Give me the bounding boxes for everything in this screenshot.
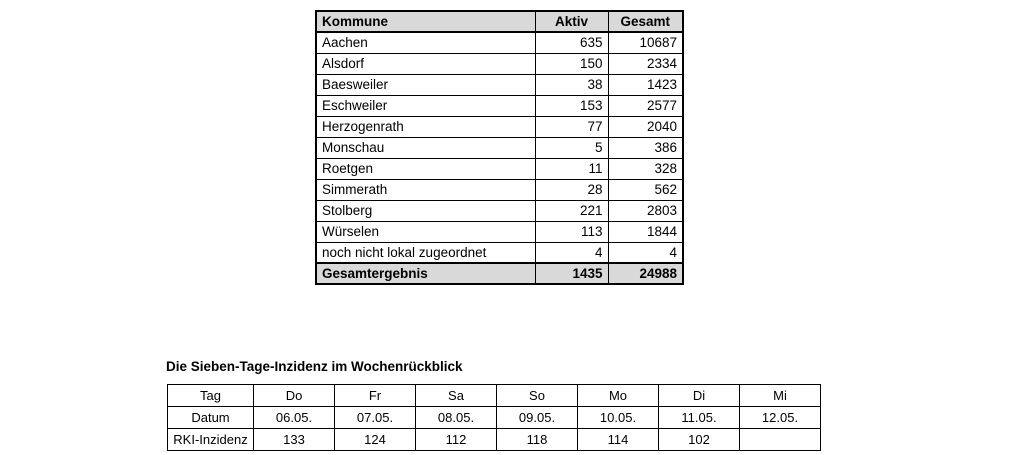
table-row bbox=[316, 158, 683, 179]
row-label-datum: Datum bbox=[168, 407, 254, 429]
cell-tag: Sa bbox=[416, 385, 497, 407]
inzidenz-section-heading: Die Sieben-Tage-Inzidenz im Wochenrückblick bbox=[166, 359, 463, 374]
table-row bbox=[316, 200, 683, 221]
inzidenz-row-datum bbox=[168, 407, 821, 429]
column-header-gesamt: Gesamt bbox=[608, 11, 683, 32]
total-gesamt: 24988 bbox=[608, 263, 683, 284]
table-row bbox=[316, 179, 683, 200]
cell-datum: 09.05. bbox=[497, 407, 578, 429]
cell-aktiv: 5 bbox=[535, 137, 608, 158]
cell-tag: Mo bbox=[578, 385, 659, 407]
cell-aktiv: 28 bbox=[535, 179, 608, 200]
cell-gesamt: 2803 bbox=[608, 200, 683, 221]
cell-tag: Fr bbox=[335, 385, 416, 407]
table-row bbox=[316, 116, 683, 137]
cell-kommune: Herzogenrath bbox=[316, 116, 535, 137]
table-total-row bbox=[316, 263, 683, 284]
cell-aktiv: 4 bbox=[535, 242, 608, 263]
inzidenz-table bbox=[167, 384, 821, 451]
cell-datum: 10.05. bbox=[578, 407, 659, 429]
cell-aktiv: 113 bbox=[535, 221, 608, 242]
cell-tag: Do bbox=[254, 385, 335, 407]
cell-tag: Mi bbox=[740, 385, 821, 407]
cell-datum: 06.05. bbox=[254, 407, 335, 429]
cell-tag: So bbox=[497, 385, 578, 407]
cell-inzidenz bbox=[740, 429, 821, 451]
cell-gesamt: 562 bbox=[608, 179, 683, 200]
kommunen-table-body bbox=[316, 32, 683, 263]
cell-gesamt: 328 bbox=[608, 158, 683, 179]
cell-gesamt: 4 bbox=[608, 242, 683, 263]
cell-inzidenz: 133 bbox=[254, 429, 335, 451]
cell-kommune: Baesweiler bbox=[316, 74, 535, 95]
cell-kommune: Aachen bbox=[316, 32, 535, 53]
inzidenz-table-container bbox=[167, 384, 820, 451]
cell-kommune: Monschau bbox=[316, 137, 535, 158]
table-row bbox=[316, 137, 683, 158]
table-row bbox=[316, 32, 683, 53]
cell-aktiv: 11 bbox=[535, 158, 608, 179]
cell-kommune: Stolberg bbox=[316, 200, 535, 221]
total-label: Gesamtergebnis bbox=[316, 263, 535, 284]
cell-aktiv: 153 bbox=[535, 95, 608, 116]
cell-kommune: noch nicht lokal zugeordnet bbox=[316, 242, 535, 263]
cell-gesamt: 10687 bbox=[608, 32, 683, 53]
cell-inzidenz: 124 bbox=[335, 429, 416, 451]
table-row bbox=[316, 221, 683, 242]
cell-aktiv: 77 bbox=[535, 116, 608, 137]
cell-aktiv: 221 bbox=[535, 200, 608, 221]
cell-kommune: Alsdorf bbox=[316, 53, 535, 74]
row-label-inzidenz: RKI-Inzidenz bbox=[168, 429, 254, 451]
column-header-kommune: Kommune bbox=[316, 11, 535, 32]
table-row bbox=[316, 74, 683, 95]
cell-datum: 08.05. bbox=[416, 407, 497, 429]
cell-kommune: Würselen bbox=[316, 221, 535, 242]
table-row bbox=[316, 242, 683, 263]
kommunen-table-footer bbox=[316, 263, 683, 284]
cell-gesamt: 1844 bbox=[608, 221, 683, 242]
total-aktiv: 1435 bbox=[535, 263, 608, 284]
inzidenz-table-body bbox=[168, 385, 821, 451]
cell-kommune: Eschweiler bbox=[316, 95, 535, 116]
cell-inzidenz: 112 bbox=[416, 429, 497, 451]
cell-aktiv: 635 bbox=[535, 32, 608, 53]
kommunen-table-header bbox=[316, 11, 683, 32]
cell-tag: Di bbox=[659, 385, 740, 407]
cell-datum: 07.05. bbox=[335, 407, 416, 429]
cell-datum: 12.05. bbox=[740, 407, 821, 429]
cell-gesamt: 2040 bbox=[608, 116, 683, 137]
cell-gesamt: 2334 bbox=[608, 53, 683, 74]
cell-gesamt: 2577 bbox=[608, 95, 683, 116]
cell-datum: 11.05. bbox=[659, 407, 740, 429]
column-header-aktiv: Aktiv bbox=[535, 11, 608, 32]
inzidenz-row-tag bbox=[168, 385, 821, 407]
cell-inzidenz: 114 bbox=[578, 429, 659, 451]
kommunen-table bbox=[315, 10, 684, 285]
table-row bbox=[316, 53, 683, 74]
table-row bbox=[316, 95, 683, 116]
cell-inzidenz: 102 bbox=[659, 429, 740, 451]
cell-aktiv: 150 bbox=[535, 53, 608, 74]
row-label-tag: Tag bbox=[168, 385, 254, 407]
table-header-row bbox=[316, 11, 683, 32]
cell-aktiv: 38 bbox=[535, 74, 608, 95]
cell-gesamt: 1423 bbox=[608, 74, 683, 95]
cell-kommune: Roetgen bbox=[316, 158, 535, 179]
cell-inzidenz: 118 bbox=[497, 429, 578, 451]
cell-kommune: Simmerath bbox=[316, 179, 535, 200]
cell-gesamt: 386 bbox=[608, 137, 683, 158]
kommunen-table-container bbox=[315, 10, 684, 285]
inzidenz-row-inzidenz bbox=[168, 429, 821, 451]
